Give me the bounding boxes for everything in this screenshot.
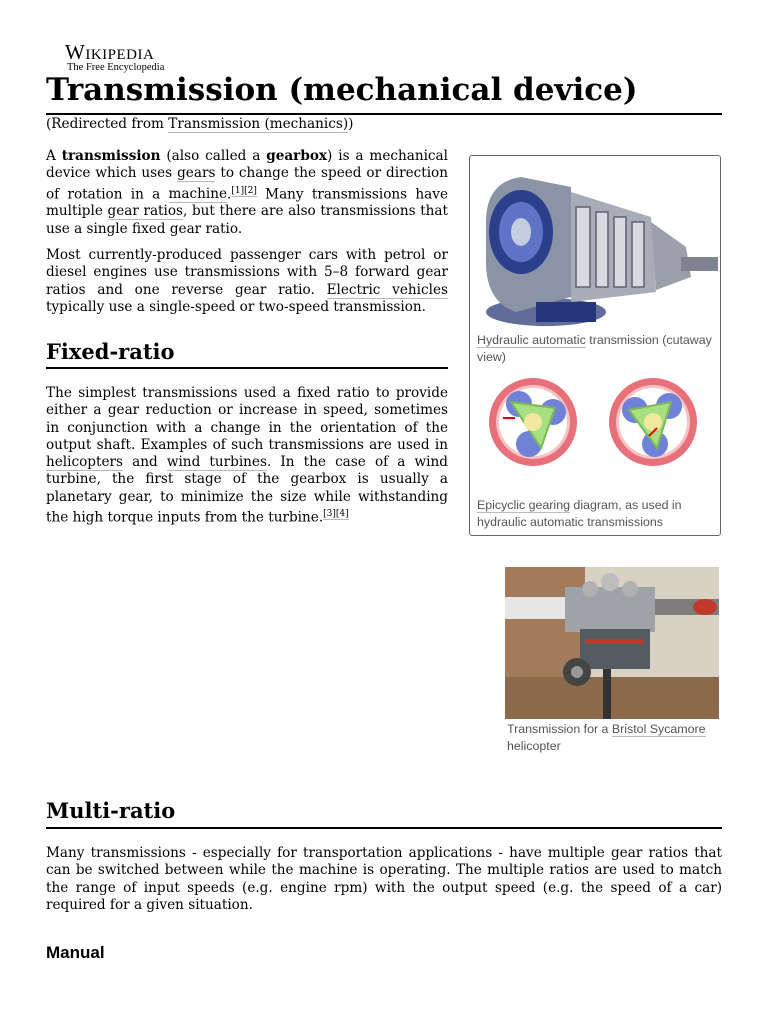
intro-paragraph-2: Most currently-produced passenger cars with petrol or diesel engines use transmissions with 5–8 forward gear ratios and one reverse gear ratio. Electric vehicles typically use a single-speed or two-speed transmission. <box>46 247 448 315</box>
heading-manual: Manual <box>46 943 105 962</box>
link-wind-turbines[interactable]: wind turbines <box>166 454 267 471</box>
redirect-prefix: (Redirected from <box>46 116 169 132</box>
link-gears[interactable]: gears <box>177 165 216 182</box>
ref-2[interactable]: [2] <box>244 185 257 196</box>
link-epicyclic-gearing[interactable]: Epicyclic gearing <box>477 498 570 512</box>
redirect-link[interactable]: Transmission (mechanics) <box>168 116 349 132</box>
intro-paragraph-1: A transmission (also called a gearbox) is a mechanical device which uses gears to change the speed or direction of rotation in a machine.[1][2] Many transmissions have multiple gear ratios, but there are also transmissions that use a single fixed gear ratio. <box>46 148 449 237</box>
logo-wordmark: Wikipedia <box>65 40 155 64</box>
link-machine[interactable]: machine <box>168 186 228 203</box>
link-hydraulic-automatic[interactable]: Hydraulic automatic <box>477 333 586 347</box>
multi-ratio-section <box>46 845 722 914</box>
epicyclic-gearing-diagram[interactable] <box>478 376 718 468</box>
ref-3[interactable]: [3] <box>323 509 336 520</box>
page-title: Transmission (mechanical device) <box>46 72 638 108</box>
term-gearbox: gearbox <box>266 148 328 164</box>
helicopter-transmission-image[interactable] <box>505 567 719 719</box>
multi-ratio-rule <box>46 827 722 829</box>
figure-caption: Transmission for a Bristol Sycamore helicopter <box>507 722 706 753</box>
term-transmission: transmission <box>61 148 161 164</box>
heading-multi-ratio: Multi-ratio <box>46 798 176 823</box>
transmission-cutaway-image[interactable] <box>476 162 718 332</box>
infobox-caption-1: Hydraulic automatic transmission (cutaway view) <box>477 333 712 364</box>
epicyclic-gear-right <box>609 378 697 466</box>
redirect-note <box>46 116 353 132</box>
multi-ratio-paragraph: Many transmissions - especially for transportation applications - have multiple gear ratios that can be switched between while the machine is operating. The multiple ratios are used to match the range of input speeds (e.g. engine rpm) with the output speed (e.g. the speed of a car) required for a given situation. <box>46 845 722 913</box>
heading-fixed-ratio: Fixed-ratio <box>46 339 175 364</box>
infobox <box>469 155 721 536</box>
link-gear-ratios[interactable]: gear ratios <box>107 203 184 220</box>
ref-4[interactable]: [4] <box>335 509 349 520</box>
ref-1[interactable]: [1] <box>231 185 245 196</box>
logo-tagline: The Free Encyclopedia <box>67 62 165 73</box>
redirect-suffix: ) <box>348 116 354 132</box>
link-bristol-sycamore[interactable]: Bristol Sycamore <box>611 722 706 736</box>
infobox-caption-2: Epicyclic gearing diagram, as used in hydraulic automatic transmissions <box>477 498 682 529</box>
link-electric-vehicles[interactable]: Electric vehicles <box>326 281 448 298</box>
title-rule <box>46 113 722 115</box>
fixed-ratio-section <box>46 385 448 527</box>
fixed-ratio-rule <box>46 367 448 369</box>
link-helicopters[interactable]: helicopters <box>46 454 123 471</box>
fixed-ratio-paragraph: The simplest transmissions used a fixed ratio to provide either a gear reduction or increase in speed, sometimes in conjunction with a change in the orientation of the output shaft. Examples of such transmissions are used in helicopters and wind turbines. In the case of a wind turbine, the first stage of the gearbox is usually a planetary gear, to minimize the size while withstanding the high torque inputs from the turbine.[3][4] <box>46 385 448 526</box>
intro-section <box>46 148 448 316</box>
epicyclic-gear-left <box>489 378 577 466</box>
